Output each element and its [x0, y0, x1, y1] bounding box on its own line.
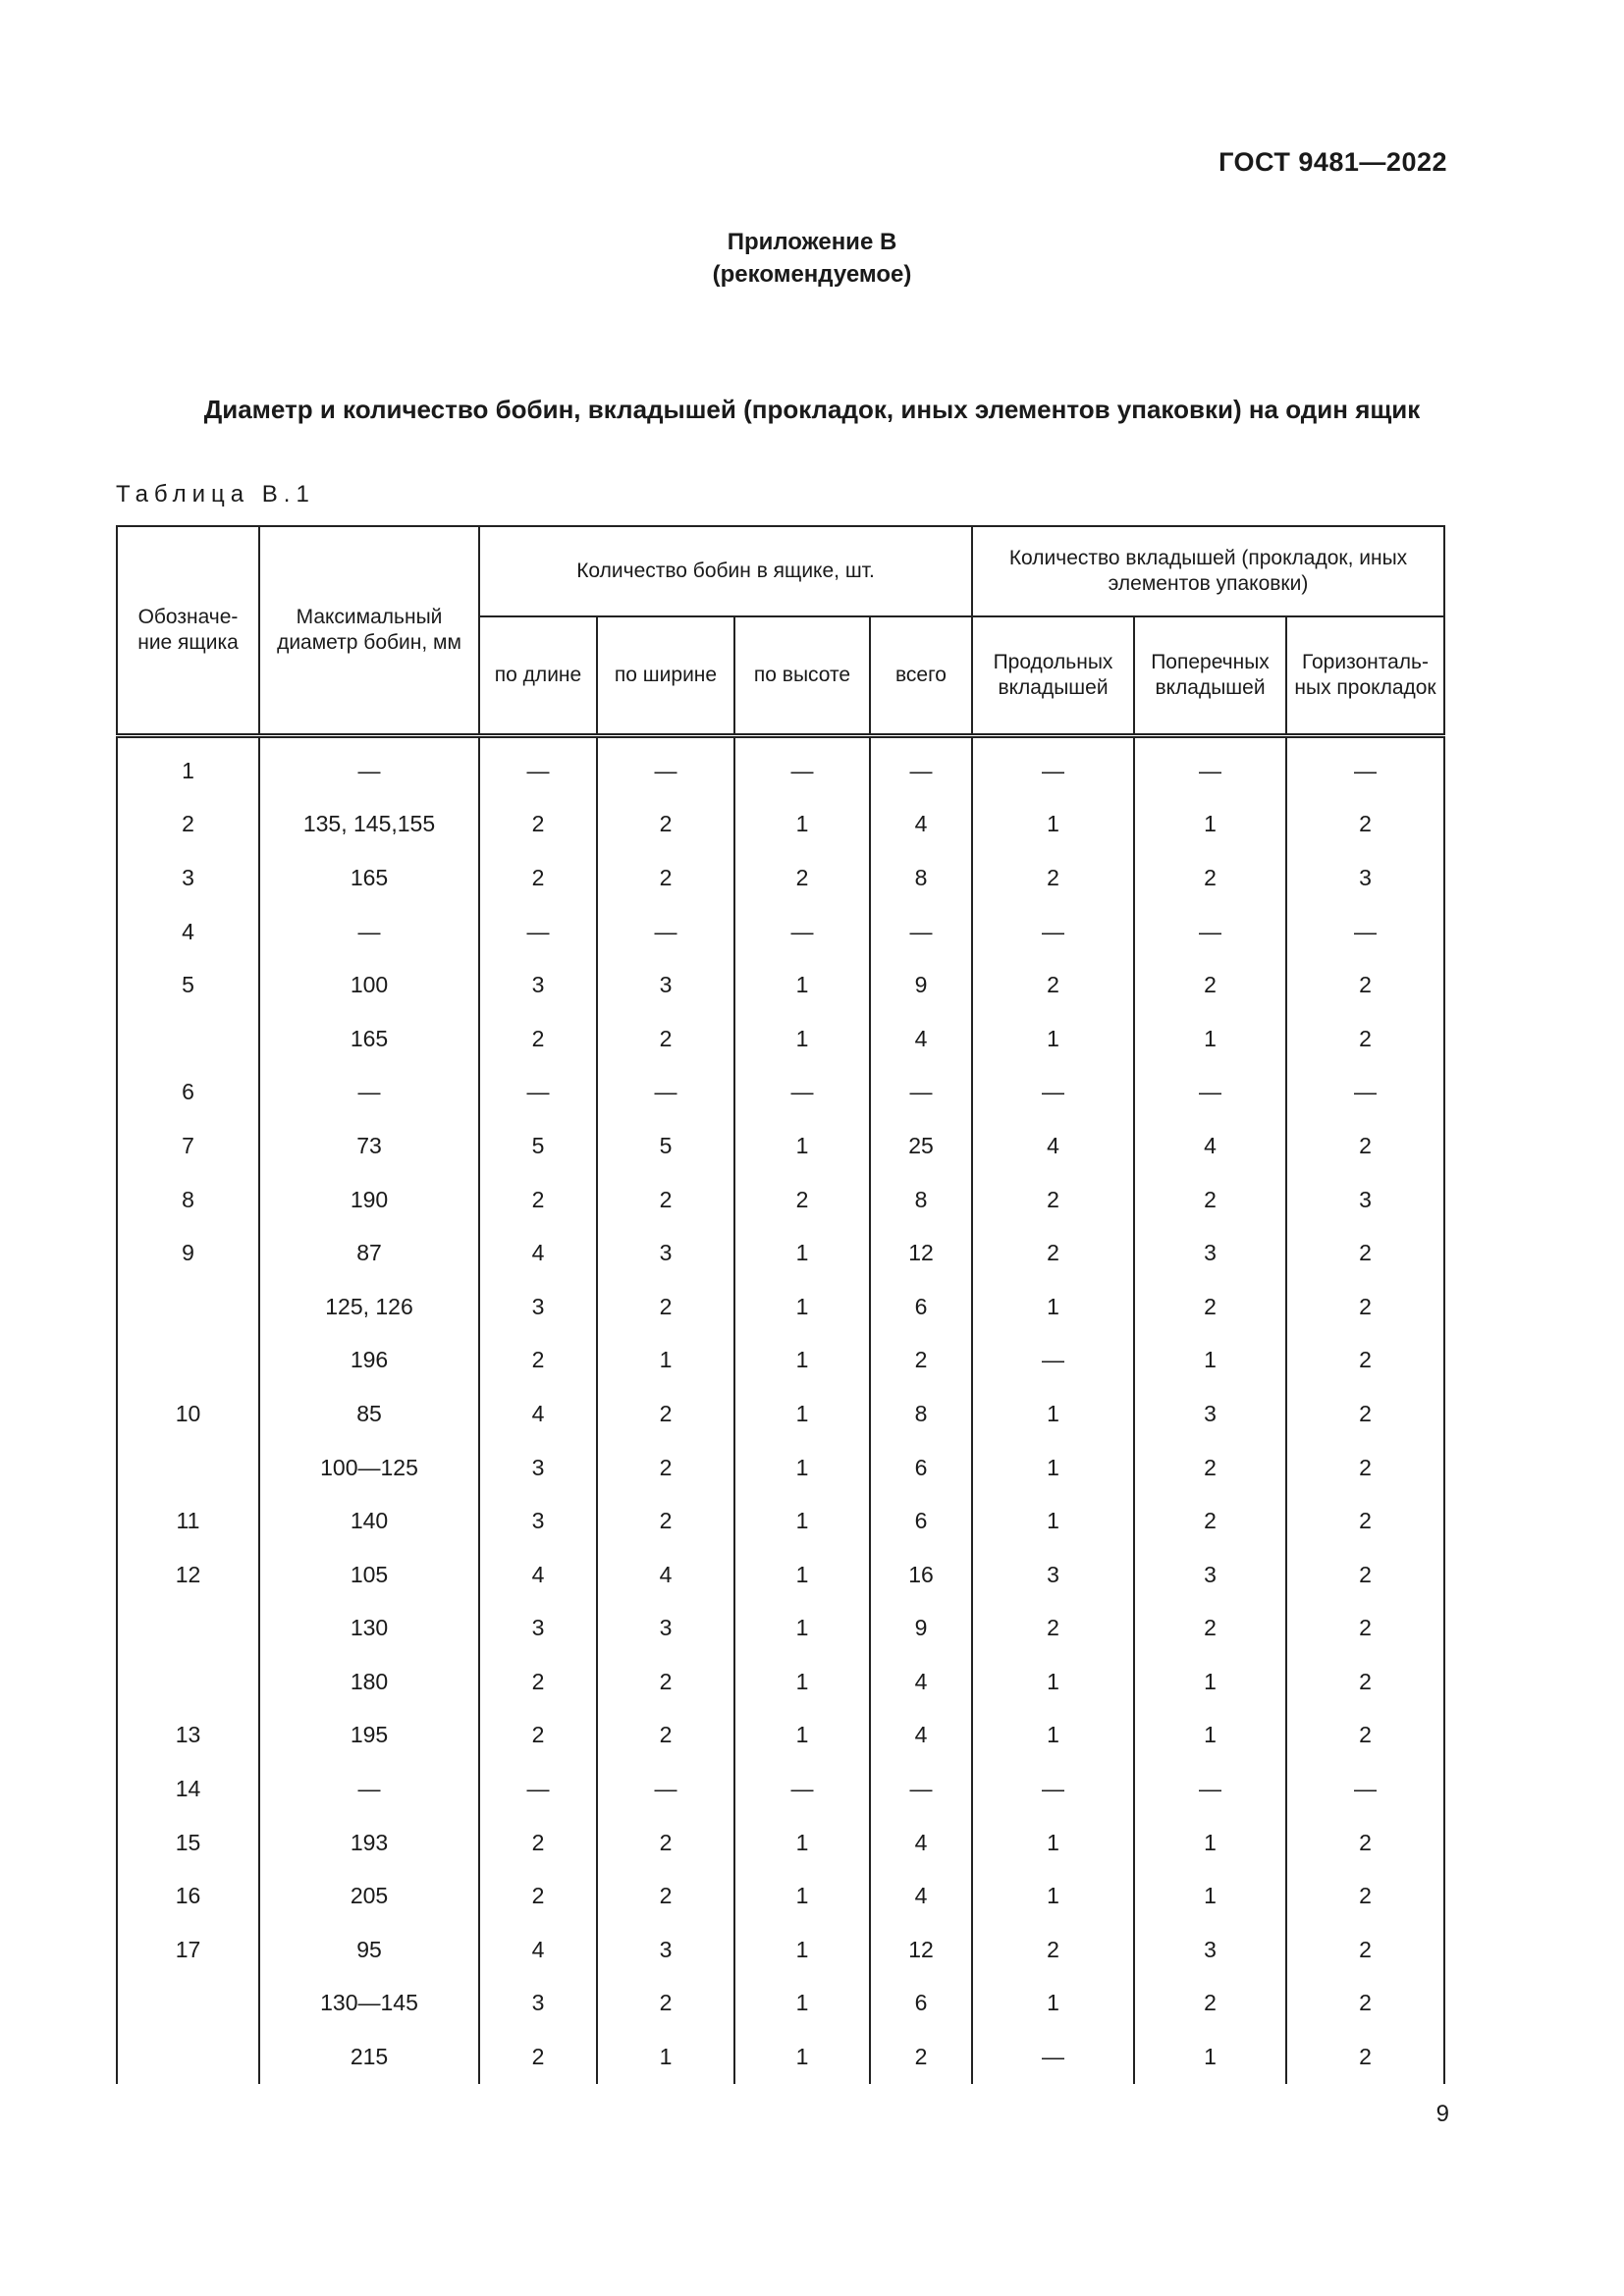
- cell-by-height: 1: [734, 1119, 870, 1173]
- table-row: [117, 1066, 1444, 1120]
- cell-by-length: 4: [479, 1387, 597, 1441]
- cell-by-width: 2: [597, 851, 734, 905]
- cell-longitudinal: 1: [972, 1280, 1134, 1334]
- cell-box: 13: [117, 1709, 259, 1763]
- cell-transverse: 2: [1134, 1494, 1286, 1548]
- header-by-length: по длине: [479, 616, 597, 736]
- table-row: [117, 851, 1444, 905]
- cell-box: 3: [117, 851, 259, 905]
- cell-transverse: 1: [1134, 798, 1286, 852]
- cell-total: 4: [870, 1655, 972, 1709]
- cell-by-length: 2: [479, 1012, 597, 1066]
- cell-by-height: —: [734, 736, 870, 798]
- cell-longitudinal: —: [972, 2030, 1134, 2084]
- cell-by-width: 5: [597, 1119, 734, 1173]
- cell-by-length: 2: [479, 798, 597, 852]
- cell-by-length: —: [479, 1762, 597, 1816]
- cell-longitudinal: 2: [972, 1923, 1134, 1977]
- header-transverse: Поперечных вкладышей: [1134, 616, 1286, 736]
- cell-by-height: 1: [734, 1548, 870, 1602]
- header-inserts-group: Количество вкладышей (прокладок, иных элементов упаковки): [972, 526, 1444, 616]
- cell-longitudinal: —: [972, 1066, 1134, 1120]
- cell-by-height: 1: [734, 1494, 870, 1548]
- cell-diameter: —: [259, 1066, 479, 1120]
- cell-total: 4: [870, 798, 972, 852]
- cell-total: 6: [870, 1977, 972, 2031]
- header-diameter: Максимальный диаметр бобин, мм: [259, 526, 479, 736]
- cell-longitudinal: 2: [972, 1226, 1134, 1280]
- cell-by-width: 3: [597, 1923, 734, 1977]
- cell-transverse: 2: [1134, 1280, 1286, 1334]
- cell-total: —: [870, 1762, 972, 1816]
- cell-horizontal: —: [1286, 905, 1444, 959]
- cell-transverse: 3: [1134, 1923, 1286, 1977]
- table-row: [117, 1334, 1444, 1388]
- cell-by-width: 2: [597, 1869, 734, 1923]
- cell-transverse: —: [1134, 1762, 1286, 1816]
- cell-by-width: 1: [597, 1334, 734, 1388]
- cell-box: 17: [117, 1923, 259, 1977]
- cell-by-height: 1: [734, 1655, 870, 1709]
- cell-longitudinal: 1: [972, 1709, 1134, 1763]
- table-row: [117, 1173, 1444, 1227]
- cell-box: 9: [117, 1226, 259, 1280]
- cell-transverse: 2: [1134, 1602, 1286, 1656]
- cell-horizontal: 2: [1286, 1334, 1444, 1388]
- cell-by-height: 2: [734, 851, 870, 905]
- cell-transverse: 2: [1134, 1977, 1286, 2031]
- data-table: [116, 525, 1445, 2084]
- header-total: всего: [870, 616, 972, 736]
- header-by-height: по высоте: [734, 616, 870, 736]
- table-label: Таблица В.1: [116, 481, 315, 507]
- cell-diameter: 95: [259, 1923, 479, 1977]
- cell-longitudinal: 1: [972, 798, 1134, 852]
- cell-box: [117, 1012, 259, 1066]
- cell-transverse: —: [1134, 1066, 1286, 1120]
- cell-box: 12: [117, 1548, 259, 1602]
- cell-longitudinal: 2: [972, 851, 1134, 905]
- cell-box: 4: [117, 905, 259, 959]
- cell-longitudinal: 1: [972, 1655, 1134, 1709]
- table-row: [117, 958, 1444, 1012]
- cell-by-height: —: [734, 905, 870, 959]
- table-row: [117, 1816, 1444, 1870]
- table-row: [117, 1119, 1444, 1173]
- cell-by-length: 2: [479, 1709, 597, 1763]
- cell-by-height: 1: [734, 1709, 870, 1763]
- cell-total: —: [870, 905, 972, 959]
- table-row: [117, 1655, 1444, 1709]
- cell-by-length: 3: [479, 1602, 597, 1656]
- cell-longitudinal: 1: [972, 1816, 1134, 1870]
- cell-box: 1: [117, 736, 259, 798]
- cell-by-width: 2: [597, 1709, 734, 1763]
- cell-horizontal: 2: [1286, 1548, 1444, 1602]
- cell-transverse: 1: [1134, 1816, 1286, 1870]
- cell-transverse: 3: [1134, 1387, 1286, 1441]
- table-row: [117, 1869, 1444, 1923]
- cell-by-height: 1: [734, 1441, 870, 1495]
- cell-box: [117, 1334, 259, 1388]
- cell-by-height: 2: [734, 1173, 870, 1227]
- cell-by-width: —: [597, 905, 734, 959]
- cell-horizontal: 2: [1286, 1709, 1444, 1763]
- cell-by-length: 2: [479, 2030, 597, 2084]
- cell-longitudinal: 3: [972, 1548, 1134, 1602]
- annex-title: Приложение В: [727, 229, 897, 255]
- cell-diameter: 190: [259, 1173, 479, 1227]
- cell-diameter: 165: [259, 1012, 479, 1066]
- cell-box: [117, 1441, 259, 1495]
- section-title: Диаметр и количество бобин, вкладышей (прокладок, иных элементов упаковки) на один ящик: [203, 395, 1421, 424]
- cell-horizontal: 2: [1286, 958, 1444, 1012]
- cell-diameter: —: [259, 1762, 479, 1816]
- cell-by-height: 1: [734, 2030, 870, 2084]
- cell-horizontal: 2: [1286, 1494, 1444, 1548]
- cell-box: 5: [117, 958, 259, 1012]
- cell-box: 15: [117, 1816, 259, 1870]
- cell-longitudinal: 2: [972, 1173, 1134, 1227]
- table-row: [117, 1226, 1444, 1280]
- cell-by-length: 4: [479, 1923, 597, 1977]
- cell-total: 12: [870, 1923, 972, 1977]
- cell-horizontal: 2: [1286, 1280, 1444, 1334]
- cell-transverse: 3: [1134, 1226, 1286, 1280]
- cell-by-height: —: [734, 1066, 870, 1120]
- cell-diameter: 195: [259, 1709, 479, 1763]
- header-bobbins-group: Количество бобин в ящике, шт.: [479, 526, 972, 616]
- cell-horizontal: 2: [1286, 1441, 1444, 1495]
- cell-transverse: 1: [1134, 1869, 1286, 1923]
- cell-total: 2: [870, 2030, 972, 2084]
- cell-transverse: 2: [1134, 1441, 1286, 1495]
- cell-horizontal: 2: [1286, 1012, 1444, 1066]
- cell-horizontal: 2: [1286, 2030, 1444, 2084]
- cell-by-length: 4: [479, 1226, 597, 1280]
- cell-total: 2: [870, 1334, 972, 1388]
- cell-horizontal: 3: [1286, 851, 1444, 905]
- cell-total: 12: [870, 1226, 972, 1280]
- cell-diameter: —: [259, 905, 479, 959]
- cell-horizontal: 2: [1286, 1923, 1444, 1977]
- cell-by-height: 1: [734, 1816, 870, 1870]
- cell-diameter: 180: [259, 1655, 479, 1709]
- cell-longitudinal: 1: [972, 1387, 1134, 1441]
- cell-total: 4: [870, 1816, 972, 1870]
- cell-total: 4: [870, 1709, 972, 1763]
- cell-by-length: 5: [479, 1119, 597, 1173]
- cell-diameter: 193: [259, 1816, 479, 1870]
- cell-by-height: 1: [734, 798, 870, 852]
- cell-box: [117, 1977, 259, 2031]
- cell-diameter: 130—145: [259, 1977, 479, 2031]
- cell-horizontal: 2: [1286, 1602, 1444, 1656]
- cell-transverse: 1: [1134, 2030, 1286, 2084]
- cell-horizontal: 2: [1286, 1119, 1444, 1173]
- cell-longitudinal: 1: [972, 1441, 1134, 1495]
- cell-diameter: 73: [259, 1119, 479, 1173]
- cell-transverse: 1: [1134, 1012, 1286, 1066]
- cell-total: 9: [870, 1602, 972, 1656]
- table-row: [117, 736, 1444, 798]
- cell-by-width: 2: [597, 1655, 734, 1709]
- cell-by-length: 3: [479, 958, 597, 1012]
- cell-by-length: 2: [479, 1173, 597, 1227]
- page-number: 9: [1435, 2101, 1449, 2127]
- cell-horizontal: 2: [1286, 798, 1444, 852]
- cell-diameter: 85: [259, 1387, 479, 1441]
- cell-total: 9: [870, 958, 972, 1012]
- annex-heading: [0, 226, 1624, 291]
- cell-total: 8: [870, 851, 972, 905]
- cell-box: 14: [117, 1762, 259, 1816]
- cell-by-height: 1: [734, 1869, 870, 1923]
- cell-by-length: 3: [479, 1280, 597, 1334]
- cell-by-height: 1: [734, 1387, 870, 1441]
- cell-transverse: 4: [1134, 1119, 1286, 1173]
- cell-horizontal: 2: [1286, 1226, 1444, 1280]
- table-row: [117, 905, 1444, 959]
- cell-by-width: 2: [597, 1816, 734, 1870]
- cell-by-width: 2: [597, 798, 734, 852]
- cell-transverse: 1: [1134, 1655, 1286, 1709]
- document-code: ГОСТ 9481—2022: [1218, 147, 1447, 177]
- table-row: [117, 1923, 1444, 1977]
- cell-box: [117, 1655, 259, 1709]
- cell-longitudinal: —: [972, 1762, 1134, 1816]
- cell-horizontal: —: [1286, 1066, 1444, 1120]
- cell-by-length: 2: [479, 1655, 597, 1709]
- cell-box: 8: [117, 1173, 259, 1227]
- cell-longitudinal: 1: [972, 1494, 1134, 1548]
- cell-total: —: [870, 1066, 972, 1120]
- table-row: [117, 1709, 1444, 1763]
- cell-by-width: 3: [597, 958, 734, 1012]
- cell-by-length: 2: [479, 1816, 597, 1870]
- cell-diameter: 125, 126: [259, 1280, 479, 1334]
- cell-by-length: 3: [479, 1441, 597, 1495]
- cell-box: 10: [117, 1387, 259, 1441]
- cell-transverse: 2: [1134, 958, 1286, 1012]
- cell-total: 8: [870, 1387, 972, 1441]
- cell-diameter: 196: [259, 1334, 479, 1388]
- cell-diameter: —: [259, 736, 479, 798]
- cell-by-height: 1: [734, 1334, 870, 1388]
- cell-by-length: 3: [479, 1494, 597, 1548]
- cell-by-length: 3: [479, 1977, 597, 2031]
- cell-diameter: 105: [259, 1548, 479, 1602]
- cell-diameter: 100: [259, 958, 479, 1012]
- cell-box: 16: [117, 1869, 259, 1923]
- header-box: Обозначе-ние ящика: [117, 526, 259, 736]
- cell-by-height: —: [734, 1762, 870, 1816]
- header-horizontal: Горизонталь-ных прокладок: [1286, 616, 1444, 736]
- cell-longitudinal: 1: [972, 1977, 1134, 2031]
- cell-box: [117, 1602, 259, 1656]
- cell-by-width: —: [597, 1762, 734, 1816]
- table-row: [117, 1494, 1444, 1548]
- cell-by-length: 2: [479, 851, 597, 905]
- cell-by-height: 1: [734, 958, 870, 1012]
- cell-by-length: —: [479, 736, 597, 798]
- cell-by-length: 4: [479, 1548, 597, 1602]
- cell-by-height: 1: [734, 1012, 870, 1066]
- cell-by-width: 2: [597, 1012, 734, 1066]
- table-row: [117, 798, 1444, 852]
- cell-longitudinal: —: [972, 1334, 1134, 1388]
- cell-longitudinal: 1: [972, 1012, 1134, 1066]
- table-row: [117, 1977, 1444, 2031]
- cell-diameter: 205: [259, 1869, 479, 1923]
- cell-by-length: —: [479, 1066, 597, 1120]
- cell-total: 6: [870, 1441, 972, 1495]
- cell-longitudinal: —: [972, 905, 1134, 959]
- cell-transverse: —: [1134, 905, 1286, 959]
- cell-box: 11: [117, 1494, 259, 1548]
- cell-box: 2: [117, 798, 259, 852]
- annex-subtitle: (рекомендуемое): [712, 261, 912, 288]
- cell-by-width: 2: [597, 1441, 734, 1495]
- cell-total: 6: [870, 1280, 972, 1334]
- cell-by-width: 4: [597, 1548, 734, 1602]
- cell-horizontal: —: [1286, 1762, 1444, 1816]
- cell-longitudinal: 2: [972, 1602, 1134, 1656]
- cell-total: 16: [870, 1548, 972, 1602]
- cell-longitudinal: —: [972, 736, 1134, 798]
- cell-transverse: 1: [1134, 1709, 1286, 1763]
- cell-horizontal: 2: [1286, 1977, 1444, 2031]
- cell-by-height: 1: [734, 1602, 870, 1656]
- table-row: [117, 1441, 1444, 1495]
- cell-by-height: 1: [734, 1923, 870, 1977]
- cell-total: 8: [870, 1173, 972, 1227]
- cell-total: 6: [870, 1494, 972, 1548]
- table-row: [117, 1387, 1444, 1441]
- cell-by-length: —: [479, 905, 597, 959]
- cell-by-width: 2: [597, 1173, 734, 1227]
- table-row: [117, 1280, 1444, 1334]
- cell-by-height: 1: [734, 1977, 870, 2031]
- cell-by-width: 1: [597, 2030, 734, 2084]
- table-row: [117, 1012, 1444, 1066]
- cell-horizontal: 2: [1286, 1387, 1444, 1441]
- cell-horizontal: —: [1286, 736, 1444, 798]
- cell-by-height: 1: [734, 1280, 870, 1334]
- cell-by-width: 2: [597, 1387, 734, 1441]
- cell-by-width: —: [597, 1066, 734, 1120]
- cell-by-width: —: [597, 736, 734, 798]
- table-row: [117, 1548, 1444, 1602]
- table-body: [117, 736, 1444, 2084]
- cell-diameter: 100—125: [259, 1441, 479, 1495]
- cell-diameter: 215: [259, 2030, 479, 2084]
- cell-horizontal: 2: [1286, 1869, 1444, 1923]
- cell-by-width: 3: [597, 1226, 734, 1280]
- cell-total: 4: [870, 1012, 972, 1066]
- cell-horizontal: 3: [1286, 1173, 1444, 1227]
- cell-diameter: 130: [259, 1602, 479, 1656]
- cell-transverse: 3: [1134, 1548, 1286, 1602]
- cell-transverse: 2: [1134, 851, 1286, 905]
- cell-by-width: 2: [597, 1280, 734, 1334]
- cell-longitudinal: 4: [972, 1119, 1134, 1173]
- cell-diameter: 135, 145,155: [259, 798, 479, 852]
- cell-by-width: 3: [597, 1602, 734, 1656]
- cell-total: 25: [870, 1119, 972, 1173]
- cell-longitudinal: 1: [972, 1869, 1134, 1923]
- cell-longitudinal: 2: [972, 958, 1134, 1012]
- cell-diameter: 140: [259, 1494, 479, 1548]
- cell-box: [117, 2030, 259, 2084]
- cell-by-width: 2: [597, 1494, 734, 1548]
- cell-transverse: 2: [1134, 1173, 1286, 1227]
- cell-box: 6: [117, 1066, 259, 1120]
- cell-diameter: 87: [259, 1226, 479, 1280]
- cell-by-width: 2: [597, 1977, 734, 2031]
- cell-box: [117, 1280, 259, 1334]
- cell-horizontal: 2: [1286, 1816, 1444, 1870]
- cell-by-length: 2: [479, 1334, 597, 1388]
- table-row: [117, 1762, 1444, 1816]
- table-row: [117, 2030, 1444, 2084]
- cell-box: 7: [117, 1119, 259, 1173]
- cell-transverse: —: [1134, 736, 1286, 798]
- cell-by-height: 1: [734, 1226, 870, 1280]
- cell-total: 4: [870, 1869, 972, 1923]
- cell-total: —: [870, 736, 972, 798]
- cell-horizontal: 2: [1286, 1655, 1444, 1709]
- header-by-width: по ширине: [597, 616, 734, 736]
- cell-diameter: 165: [259, 851, 479, 905]
- table-row: [117, 1602, 1444, 1656]
- cell-by-length: 2: [479, 1869, 597, 1923]
- cell-transverse: 1: [1134, 1334, 1286, 1388]
- header-longitudinal: Продольных вкладышей: [972, 616, 1134, 736]
